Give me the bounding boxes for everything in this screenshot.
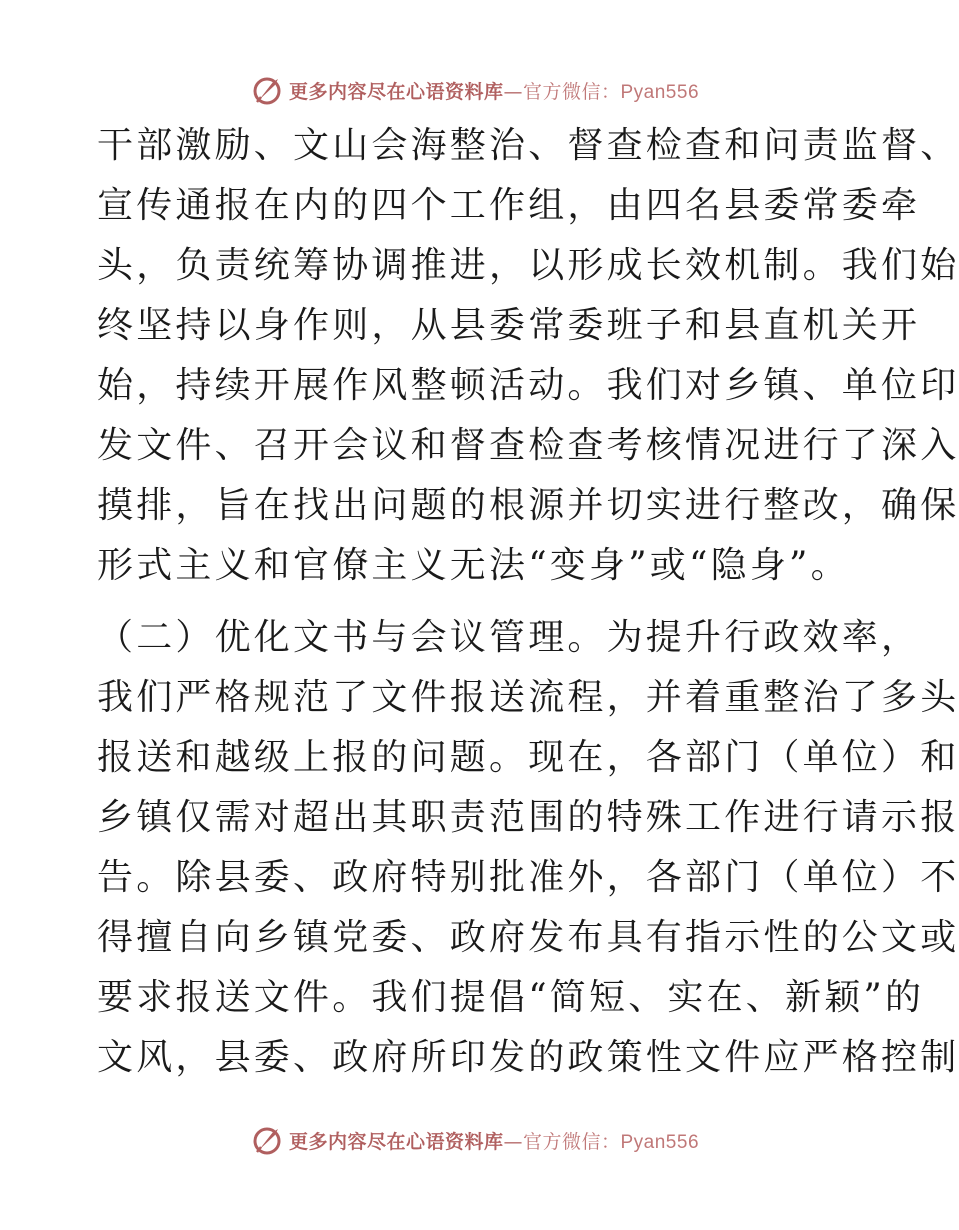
watermark-separator: — (503, 80, 523, 103)
text-line: 报送和越级上报的问题。现在，各部门（单位）和 (97, 737, 959, 778)
document-body (97, 116, 959, 1088)
footer-watermark (0, 1120, 950, 1160)
watermark-contact-id: Pyan556 (620, 81, 700, 103)
quill-logo-icon (251, 74, 283, 106)
text-line: 要求报送文件。我们提倡“简短、实在、新颖”的 (97, 977, 925, 1018)
text-line: 告。除县委、政府特别批准外，各部门（单位）不 (97, 857, 959, 898)
text-line: 发文件、召开会议和督查检查考核情况进行了深入 (97, 425, 959, 466)
watermark-contact-label: 官方微信： (522, 80, 621, 103)
section-heading-line: （二）优化文书与会议管理。为提升行政效率， (97, 617, 921, 658)
quill-logo-icon (251, 1124, 283, 1156)
header-watermark (0, 70, 950, 110)
text-line: 形式主义和官僚主义无法“变身”或“隐身”。 (97, 545, 850, 586)
watermark-main: 更多内容尽在心语资料库 (288, 1130, 504, 1153)
text-line: 干部激励、文山会海整治、督查检查和问责监督、 (97, 125, 959, 166)
text-line: 头，负责统筹协调推进，以形成长效机制。我们始 (97, 245, 959, 286)
text-line: 始，持续开展作风整顿活动。我们对乡镇、单位印 (97, 365, 959, 406)
paragraph-gap (97, 596, 849, 608)
text-line: 终坚持以身作则，从县委常委班子和县直机关开 (97, 305, 921, 346)
text-line: 摸排，旨在找出问题的根源并切实进行整改，确保 (97, 485, 959, 526)
text-line: 文风，县委、政府所印发的政策性文件应严格控制 (97, 1037, 959, 1078)
text-line: 宣传通报在内的四个工作组，由四名县委常委牵 (97, 185, 921, 226)
watermark-text (289, 77, 699, 104)
watermark-main: 更多内容尽在心语资料库 (288, 80, 504, 103)
watermark-contact-label: 官方微信： (522, 1130, 621, 1153)
text-line: 我们严格规范了文件报送流程，并着重整治了多头 (97, 677, 959, 718)
watermark-contact-id: Pyan556 (620, 1131, 700, 1153)
watermark-text (289, 1127, 699, 1154)
paragraph-1 (97, 116, 959, 596)
watermark-separator: — (503, 1130, 523, 1153)
paragraph-2 (97, 608, 959, 1088)
text-line: 乡镇仅需对超出其职责范围的特殊工作进行请示报 (97, 797, 959, 838)
text-line: 得擅自向乡镇党委、政府发布具有指示性的公文或 (97, 917, 959, 958)
